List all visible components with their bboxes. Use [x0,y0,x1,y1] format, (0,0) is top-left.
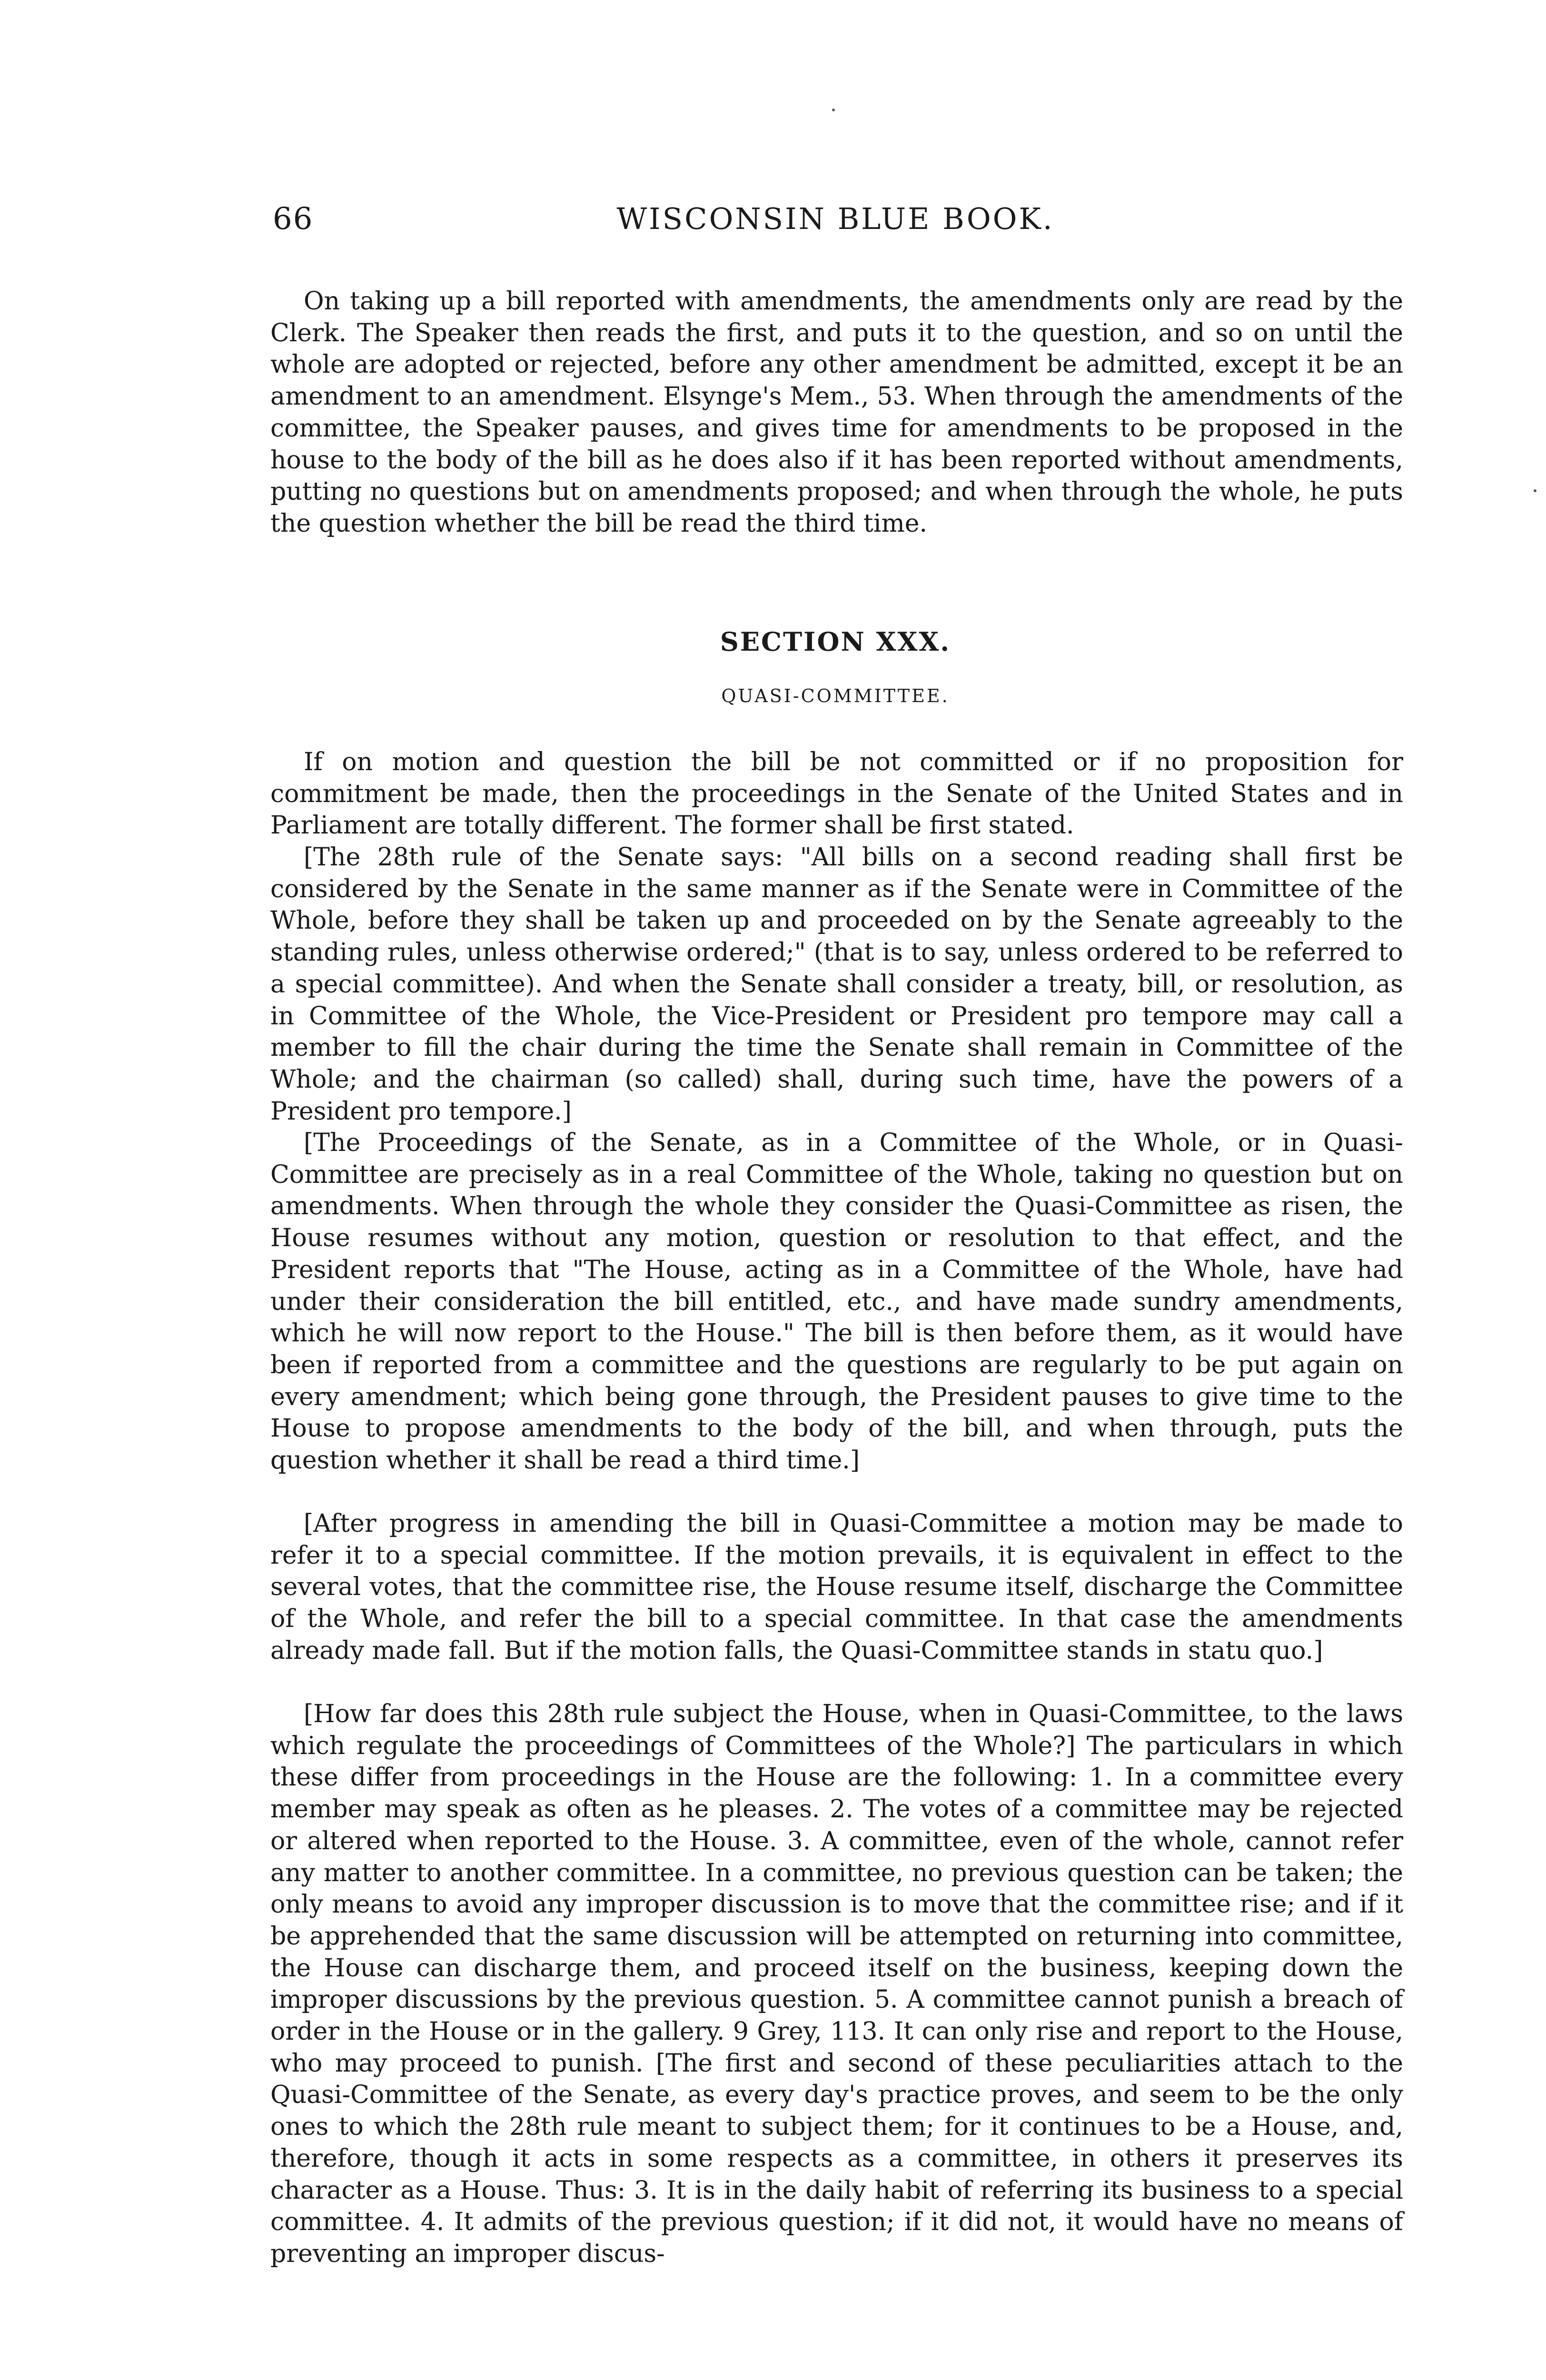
section-heading: SECTION XXX. [720,626,951,657]
paragraph-amendments-procedure: On taking up a bill reported with amendments, the amendments only are read by the Clerk. The Speaker then reads the first, and puts it to the question, and so on until the whole are adopted or rejected, before any other amendment be admitted, except it be an amendment to an amendment. Elsynge's Mem., 53. When through the amendments of the committee, the Speaker pauses, and gives time for amendments to be proposed in the house to the body of the bill as he does also if it has been reported without amendments, putting no questions but on amendments proposed; and when through the whole, he puts the question whether the bill be read the third time. [270,287,1403,538]
running-title: WISCONSIN BLUE BOOK. [616,201,1054,236]
print-speck [832,109,835,111]
page-number: 66 [273,201,314,237]
section-subheading: QUASI-COMMITTEE. [721,685,950,706]
print-speck [1534,489,1536,492]
paragraph-senate-vs-parliament: If on motion and question the bill be not committed or if no proposition for commitment be made, then the proceedings in the Senate of the United States and in Parliament are totally different. The former shall be first stated. [270,748,1403,840]
paragraph-special-committee-referral: [After progress in amending the bill in Quasi-Committee a motion may be made to refer it to a special committee. If the motion prevails, it is equivalent in effect to the several votes, that the committee rise, the House resume itself, discharge the Committee of the Whole, and refer the bill to a special committee. In that case the amendments already made fall. But if the motion falls, the Quasi-Committee stands in statu quo.] [270,1509,1403,1665]
page-header [269,193,1402,245]
paragraph-quasi-committee-proceedings: [The Proceedings of the Senate, as in a Committee of the Whole, or in Quasi-Committee are precisely as in a real Committee of the Whole, taking no question but on amendments. When through the whole they consider the Quasi-Committee as risen, the House resumes without any motion, question or resolution to that effect, and the President reports that "The House, acting as in a Committee of the Whole, have had under their consideration the bill entitled, etc., and have made sundry amendments, which he will now report to the House." The bill is then before them, as it would have been if reported from a committee and the questions are regularly to be put again on every amendment; which being gone through, the President pauses to give time to the House to propose amendments to the body of the bill, and when through, puts the question whether it shall be read a third time.] [270,1129,1403,1475]
paragraph-senate-rule-28: [The 28th rule of the Senate says: "All bills on a second reading shall first be considered by the Senate in the same manner as if the Senate were in Committee of the Whole, before they shall be taken up and proceeded on by the Senate agreeably to the standing rules, unless otherwise ordered;" (that is to say, unless ordered to be referred to a special committee). And when the Senate shall consider a treaty, bill, or resolution, as in Committee of the Whole, the Vice-President or President pro tempore may call a member to fill the chair during the time the Senate shall remain in Committee of the Whole; and the chairman (so called) shall, during such time, have the powers of a President pro tempore.] [270,843,1403,1126]
paragraph-committee-particulars: [How far does this 28th rule subject the House, when in Quasi-Committee, to the laws which regulate the proceedings of Committees of the Whole?] The particulars in which these differ from proceedings in the House are the following: 1. In a committee every member may speak as often as he pleases. 2. The votes of a committee may be rejected or altered when reported to the House. 3. A committee, even of the whole, cannot refer any matter to another committee. In a committee, no previous question can be taken; the only means to avoid any improper discussion is to move that the committee rise; and if it be apprehended that the same discussion will be attempted on returning into committee, the House can discharge them, and proceed itself on the business, keeping down the improper discussions by the previous question. 5. A committee cannot punish a breach of order in the House or in the gallery. 9 Grey, 113. It can only rise and report to the House, who may proceed to punish. [The first and second of these peculiarities attach to the Quasi-Committee of the Senate, as every day's practice proves, and seem to be the only ones to which the 28th rule meant to subject them; for it continues to be a House, and, therefore, though it acts in some respects as a committee, in others it preserves its character as a House. Thus: 3. It is in the daily habit of referring its business to a special committee. 4. It admits of the previous question; if it did not, it would have no means of preventing an improper discus- [270,1700,1403,2268]
